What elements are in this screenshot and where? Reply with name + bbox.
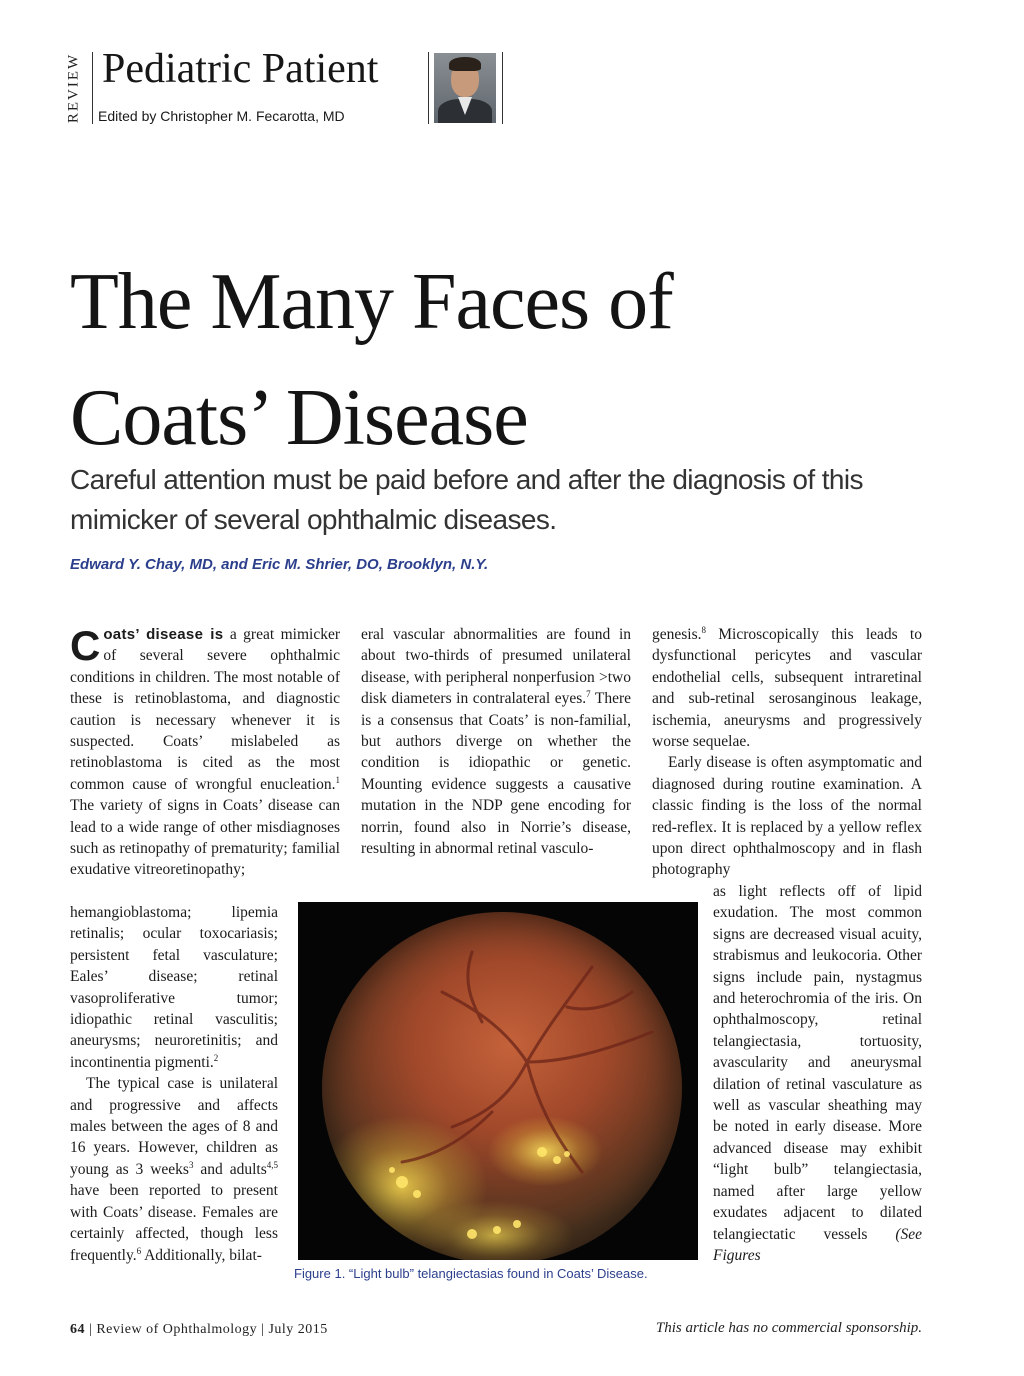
reference: 1 (335, 774, 340, 785)
review-tag (62, 48, 86, 128)
paragraph (70, 902, 278, 1073)
header-divider (502, 52, 503, 124)
drop-cap: C (70, 622, 101, 669)
article-authors: Edward Y. Chay, MD, and Eric M. Shrier, DO, Brooklyn, N.Y. (70, 556, 489, 573)
retinal-vessels (322, 912, 682, 1260)
paragraph (70, 624, 340, 881)
publication-name: Review of Ophthalmology (96, 1322, 258, 1337)
body-text: Additionally, bilat- (141, 1246, 262, 1264)
article-title-line2: Coats’ Disease (70, 374, 528, 462)
page-footer: 64 | Review of Ophthalmology | July 2015 (70, 1322, 328, 1337)
body-text: (See Figures (713, 1225, 923, 1264)
editor-credit: Edited by Christopher M. Fecarotta, MD (98, 108, 345, 124)
reference: 3 (188, 1159, 194, 1170)
paragraph (361, 624, 631, 859)
column-2 (361, 624, 631, 859)
article-title (70, 244, 950, 476)
body-text: There is a consensus that Coats’ is non-familial, but authors diverge on whether the condition is idiopathic or genetic. Mounting evidence suggests a causative mutation in the NDP gene encoding for norrin, found also in Norrie’s disease, resulting in abnormal retinal vasculo- (361, 690, 632, 858)
reference: 2 (213, 1052, 219, 1063)
body-text: The variety of signs in Coats’ disease can lead to a wide range of other misdiagnoses such as retinopathy of prematurity; familial exudative vitreoretinopathy; (70, 797, 340, 879)
body-text: Microscopically this leads to dysfunctional pericytes and vascular endothelial cells, subsequent intraretinal and sub-retinal serosanginous leakage, ischemia, aneurysms and progressively worse sequelae. (652, 626, 922, 751)
body-text: have been reported to present with Coats’ disease. Females are certainly affected, though less frequently. (70, 1182, 278, 1264)
paragraph (652, 624, 922, 752)
body-text: a great mimicker of several severe ophthalmic conditions in children. The most notable of these is retinoblastoma, and diagnostic caution is necessary whenever it is suspected. Coats’ mislabeled as retinoblastoma is cited as the most common cause of wrongful enucleation. (70, 626, 340, 793)
figure-caption: Figure 1. “Light bulb” telangiectasias found in Coats’ Disease. (294, 1266, 648, 1281)
body-text: Early disease is often asymptomatic and diagnosed during routine examination. A classic finding is the loss of the normal red-reflex. It is replaced by a yellow reflex upon direct ophthalmoscopy and in flash photography (652, 754, 922, 879)
body-text: as light reflects off of lipid exudation. The most common signs are decreased visual acuity, strabismus and leukocoria. Other signs include pain, nystagmus and heterochromia of the iris. On ophthalmoscopy, retinal telangiectasia, tortuosity, avascularity and aneurysmal dilation of retinal vasculature as well as vascular sheathing may be noted in early disease. More advanced disease may exhibit “light bulb” telangiectasia, named after large yellow exudates adjacent to dilated telangiectatic vessels (713, 883, 922, 1243)
body-text: and adults (193, 1160, 267, 1178)
issue-date: July 2015 (268, 1322, 328, 1337)
section-title: Pediatric Patient (102, 46, 379, 92)
reference: 7 (586, 689, 591, 700)
body-text: eral vascular abnormalities are found in about two-thirds of presumed unilateral disease, with peripheral nonperfusion >two disk diameters in contralateral eyes. (361, 626, 631, 708)
article-subtitle: Careful attention must be paid before and after the diagnosis of this mimicker of several ophthalmic diseases. (70, 464, 863, 535)
paragraph (652, 752, 922, 880)
reference: 8 (701, 624, 707, 635)
sponsorship-note: This article has no commercial sponsorship. (655, 1320, 922, 1336)
header-divider (428, 52, 429, 124)
header-divider (92, 52, 93, 124)
reference: 6 (136, 1245, 142, 1256)
article-title-line1: The Many Faces of (70, 258, 673, 346)
paragraph (70, 1073, 278, 1266)
retina-image (322, 912, 682, 1260)
column-3-continued (713, 881, 922, 1266)
review-tag-text: REVIEW (65, 52, 82, 124)
column-1 (70, 624, 340, 881)
body-text: genesis. (652, 626, 702, 643)
fundus-photograph (298, 902, 698, 1260)
paragraph (713, 881, 922, 1266)
column-3 (652, 624, 922, 881)
reference: 4,5 (266, 1159, 278, 1170)
body-text: hemangioblastoma; lipemia retinalis; ocular toxocariasis; persistent fetal vasculature; Eales’ disease; retinal vasoproliferative tumor; idiopathic retinal vasculitis; aneurysms; neuroretinitis; and incontinentia pigmenti. (70, 904, 278, 1071)
editor-photo (434, 53, 496, 123)
page-number: 64 (70, 1322, 85, 1337)
body-text: The typical case is unilateral and progressive and affects males between the ages of 8 and 16 years. However, children as young as 3 weeks (70, 1075, 278, 1178)
lead-in: oats’ disease is (103, 626, 224, 643)
column-1-continued (70, 902, 278, 1266)
